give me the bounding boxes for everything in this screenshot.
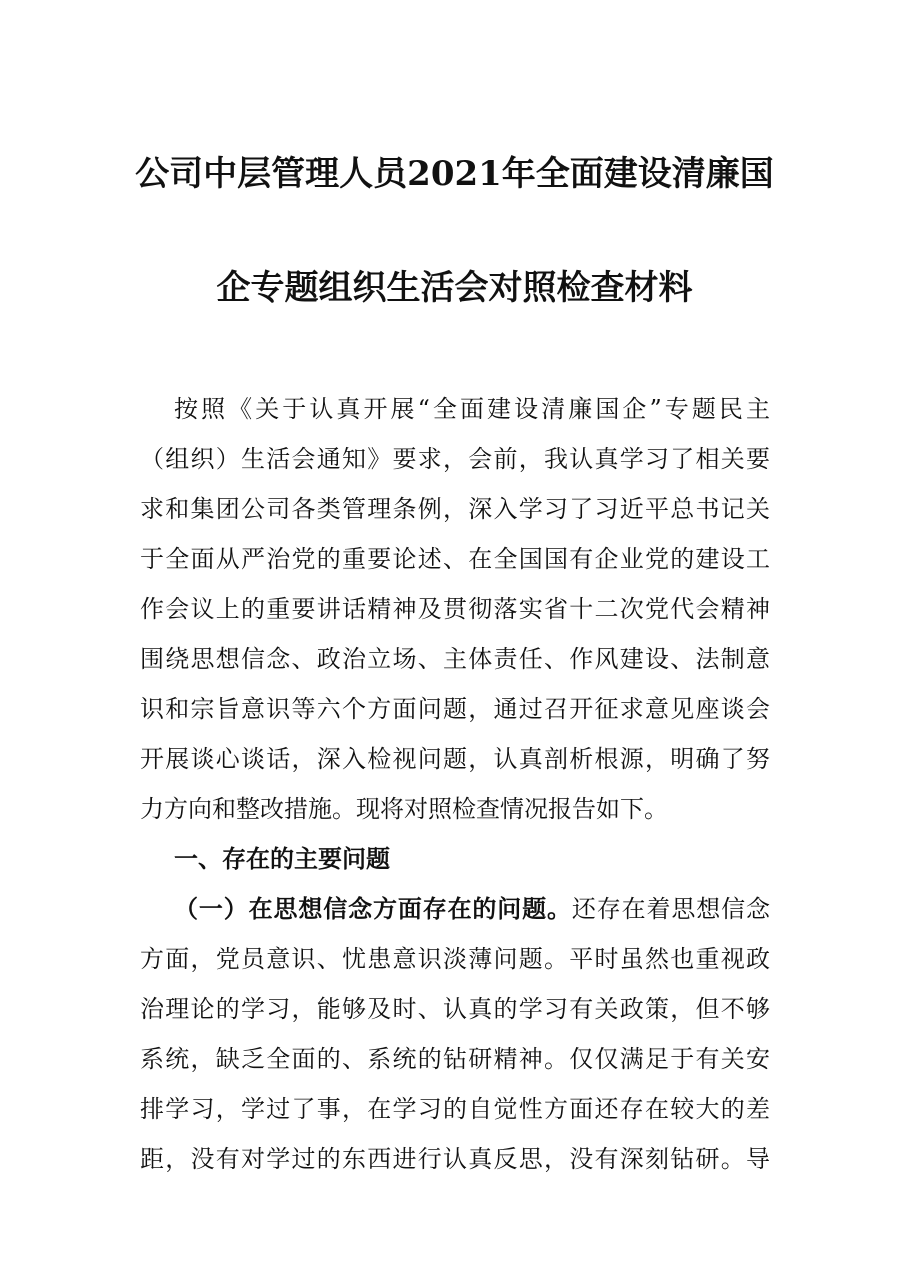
intro-line: 于全面从严治党的重要论述、在全国国有企业党的建设工	[140, 545, 770, 573]
subsection-line: 方面，党员意识、忧患意识淡薄问题。平时虽然也重视政	[140, 945, 770, 973]
section-heading: 一、存在的主要问题	[174, 844, 390, 873]
subsection-line: 治理论的学习，能够及时、认真的学习有关政策，但不够	[140, 995, 770, 1023]
document-title-line-2: 企专题组织生活会对照检查材料	[216, 268, 693, 308]
subsection-line: 距，没有对学过的东西进行认真反思，没有深刻钻研。导	[140, 1145, 770, 1173]
intro-line: （组织）生活会通知》要求，会前，我认真学习了相关要	[140, 445, 770, 473]
intro-line: 求和集团公司各类管理条例，深入学习了习近平总书记关	[140, 495, 770, 523]
intro-line: 力方向和整改措施。现将对照检查情况报告如下。	[140, 795, 668, 823]
subsection-first-line	[174, 892, 770, 926]
intro-line: 围绕思想信念、政治立场、主体责任、作风建设、法制意	[140, 645, 770, 673]
document-title-line-1: 公司中层管理人员2021年全面建设清廉国	[135, 154, 774, 194]
intro-line: 识和宗旨意识等六个方面问题，通过召开征求意见座谈会	[140, 695, 770, 723]
intro-line: 开展谈心谈话，深入检视问题，认真剖析根源，明确了努	[140, 745, 770, 773]
intro-line: 作会议上的重要讲话精神及贯彻落实省十二次党代会精神	[140, 595, 770, 623]
intro-line: 按照《关于认真开展“全面建设清廉国企”专题民主	[174, 395, 770, 423]
subsection-line: 排学习，学过了事，在学习的自觉性方面还存在较大的差	[140, 1095, 770, 1123]
subsection-heading: （一）在思想信念方面存在的问题。	[174, 894, 572, 923]
subsection-text: 还存在着思想信念	[571, 895, 771, 923]
subsection-line: 系统，缺乏全面的、系统的钻研精神。仅仅满足于有关安	[140, 1045, 770, 1073]
